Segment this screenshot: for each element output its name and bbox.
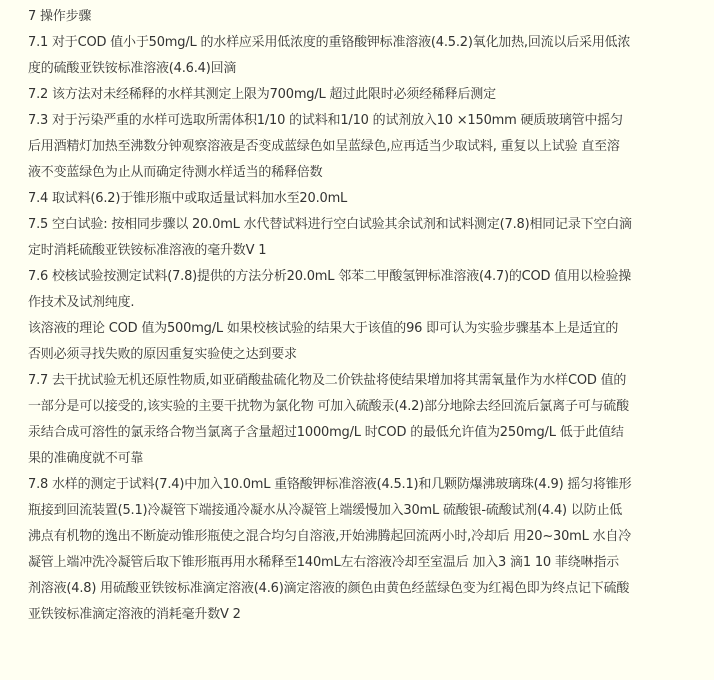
paragraph-line: 度的硫酸亚铁铵标准溶液(4.6.4)回滴	[28, 61, 237, 76]
section-heading: 7 操作步骤	[28, 9, 92, 24]
paragraph-line: 后用酒精灯加热至沸数分钟观察溶液是否变成蓝绿色如呈蓝绿色,应再适当少取试料, 重复以上试验 直至溶	[28, 139, 620, 154]
paragraph-line: 定时消耗硫酸亚铁铵标准溶液的毫升数V 1	[28, 243, 267, 258]
paragraph-line: 7.4 取试料(6.2)于锥形瓶中或取适量试料加水至20.0mL	[28, 191, 348, 206]
paragraph-line: 作技术及试剂纯度.	[28, 295, 135, 310]
paragraph-line: 果的准确度就不可靠	[28, 451, 144, 466]
paragraph-line: 凝管上端冲洗冷凝管后取下锥形瓶再用水稀释至140mL左右溶液冷却至室温后 加入3 滴1 10 菲绕啉指示	[28, 555, 619, 570]
paragraph-line: 瓶接到回流装置(5.1)冷凝管下端接通冷凝水从冷凝管上端缓慢加入30mL 硫酸银-硫酸试剂(4.4) 以防止低	[28, 503, 623, 518]
paragraph-line: 液不变蓝绿色为止从而确定待测水样适当的稀释倍数	[28, 165, 323, 180]
paragraph-line: 该溶液的理论 COD 值为500mg/L 如果校核试验的结果大于该值的96 即可认为实验步骤基本上是适宜的	[28, 321, 619, 336]
paragraph-line: 7.3 对于污染严重的水样可选取所需体积1/10 的试料和1/10 的试剂放入10 ×150mm 硬质玻璃管中摇匀	[28, 113, 623, 128]
paragraph-line: 否则必须寻找失败的原因重复实验使之达到要求	[28, 347, 297, 362]
paragraph-line: 7.1 对于COD 值小于50mg/L 的水样应采用低浓度的重铬酸钾标准溶液(4.5.2)氧化加热,回流以后采用低浓	[28, 35, 631, 50]
paragraph-line: 汞结合成可溶性的氯汞络合物当氯离子含量超过1000mg/L 时COD 的最低允许值为250mg/L 低于此值结	[28, 425, 624, 440]
paragraph-line: 亚铁铵标准滴定溶液的消耗毫升数V 2	[28, 607, 241, 622]
paragraph-line: 7.5 空白试验: 按相同步骤以 20.0mL 水代替试料进行空白试验其余试剂和试料测定(7.8)相同记录下空白滴	[28, 217, 632, 232]
paragraph-line: 一部分是可以接受的,该实验的主要干扰物为氯化物 可加入硫酸汞(4.2)部分地除去经回流后氯离子可与硫酸	[28, 399, 629, 414]
paragraph-line: 7.6 校核试验按测定试料(7.8)提供的方法分析20.0mL 邻苯二甲酸氢钾标准溶液(4.7)的COD 值用以检验操	[28, 269, 632, 284]
paragraph-line: 沸点有机物的逸出不断旋动锥形瓶使之混合均匀自溶液,开始沸腾起回流两小时,冷却后 用20~30mL 水自冷	[28, 529, 632, 544]
paragraph-line: 7.2 该方法对未经稀释的水样其测定上限为700mg/L 超过此限时必须经稀释后测定	[28, 87, 496, 102]
paragraph-line: 剂溶液(4.8) 用硫酸亚铁铵标准滴定溶液(4.6)滴定溶液的颜色由黄色经蓝绿色变为红褐色即为终点记下硫酸	[28, 581, 630, 596]
paragraph-line: 7.7 去干扰试验无机还原性物质,如亚硝酸盐硫化物及二价铁盐将使结果增加将其需氧量作为水样COD 值的	[28, 373, 627, 388]
paragraph-line: 7.8 水样的测定于试料(7.4)中加入10.0mL 重铬酸钾标准溶液(4.5.1)和几颗防爆沸玻璃珠(4.9) 摇匀将锥形	[28, 477, 632, 492]
